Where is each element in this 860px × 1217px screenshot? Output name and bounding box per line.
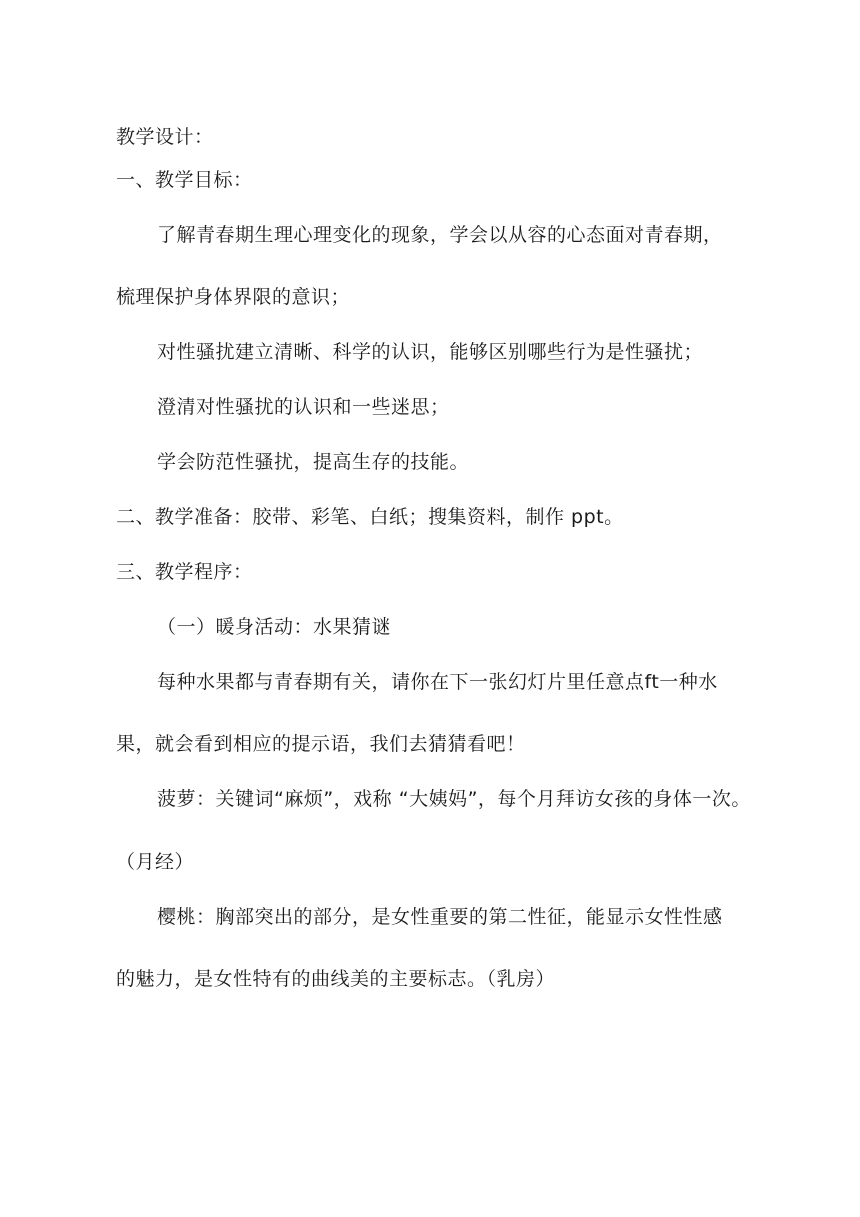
activity-line-2: 果，就会看到相应的提示语，我们去猜猜看吧！: [116, 733, 526, 755]
pineapple-line-2: （月经）: [116, 851, 195, 873]
section-title-goals: 一、教学目标：: [116, 169, 253, 191]
cherry-line-2: 的魅力，是女性特有的曲线美的主要标志。（乳房）: [116, 968, 556, 990]
goal-2: 对性骚扰建立清晰、科学的认识，能够区别哪些行为是性骚扰；: [157, 341, 704, 363]
goal-4: 学会防范性骚扰，提高生存的技能。: [157, 451, 470, 473]
pineapple-line-1: 菠萝：关键词“麻烦”，戏称 “大姨妈”，每个月拜访女孩的身体一次。: [157, 788, 751, 810]
section-title-procedure: 三、教学程序：: [116, 561, 253, 583]
document-heading: 教学设计：: [116, 126, 214, 148]
activity-title: （一）暖身活动：水果猜谜: [157, 616, 392, 638]
section-preparation: 二、教学准备：胶带、彩笔、白纸；搜集资料，制作 ppt。: [116, 506, 624, 528]
goal-1-line-1: 了解青春期生理心理变化的现象，学会以从容的心态面对青春期，: [157, 224, 723, 246]
goal-1-line-2: 梳理保护身体界限的意识；: [116, 286, 351, 308]
goal-3: 澄清对性骚扰的认识和一些迷思；: [157, 396, 450, 418]
activity-line-1: 每种水果都与青春期有关，请你在下一张幻灯片里任意点ft一种水: [157, 671, 718, 693]
cherry-line-1: 樱桃：胸部突出的部分，是女性重要的第二性征，能显示女性性感: [157, 906, 723, 928]
